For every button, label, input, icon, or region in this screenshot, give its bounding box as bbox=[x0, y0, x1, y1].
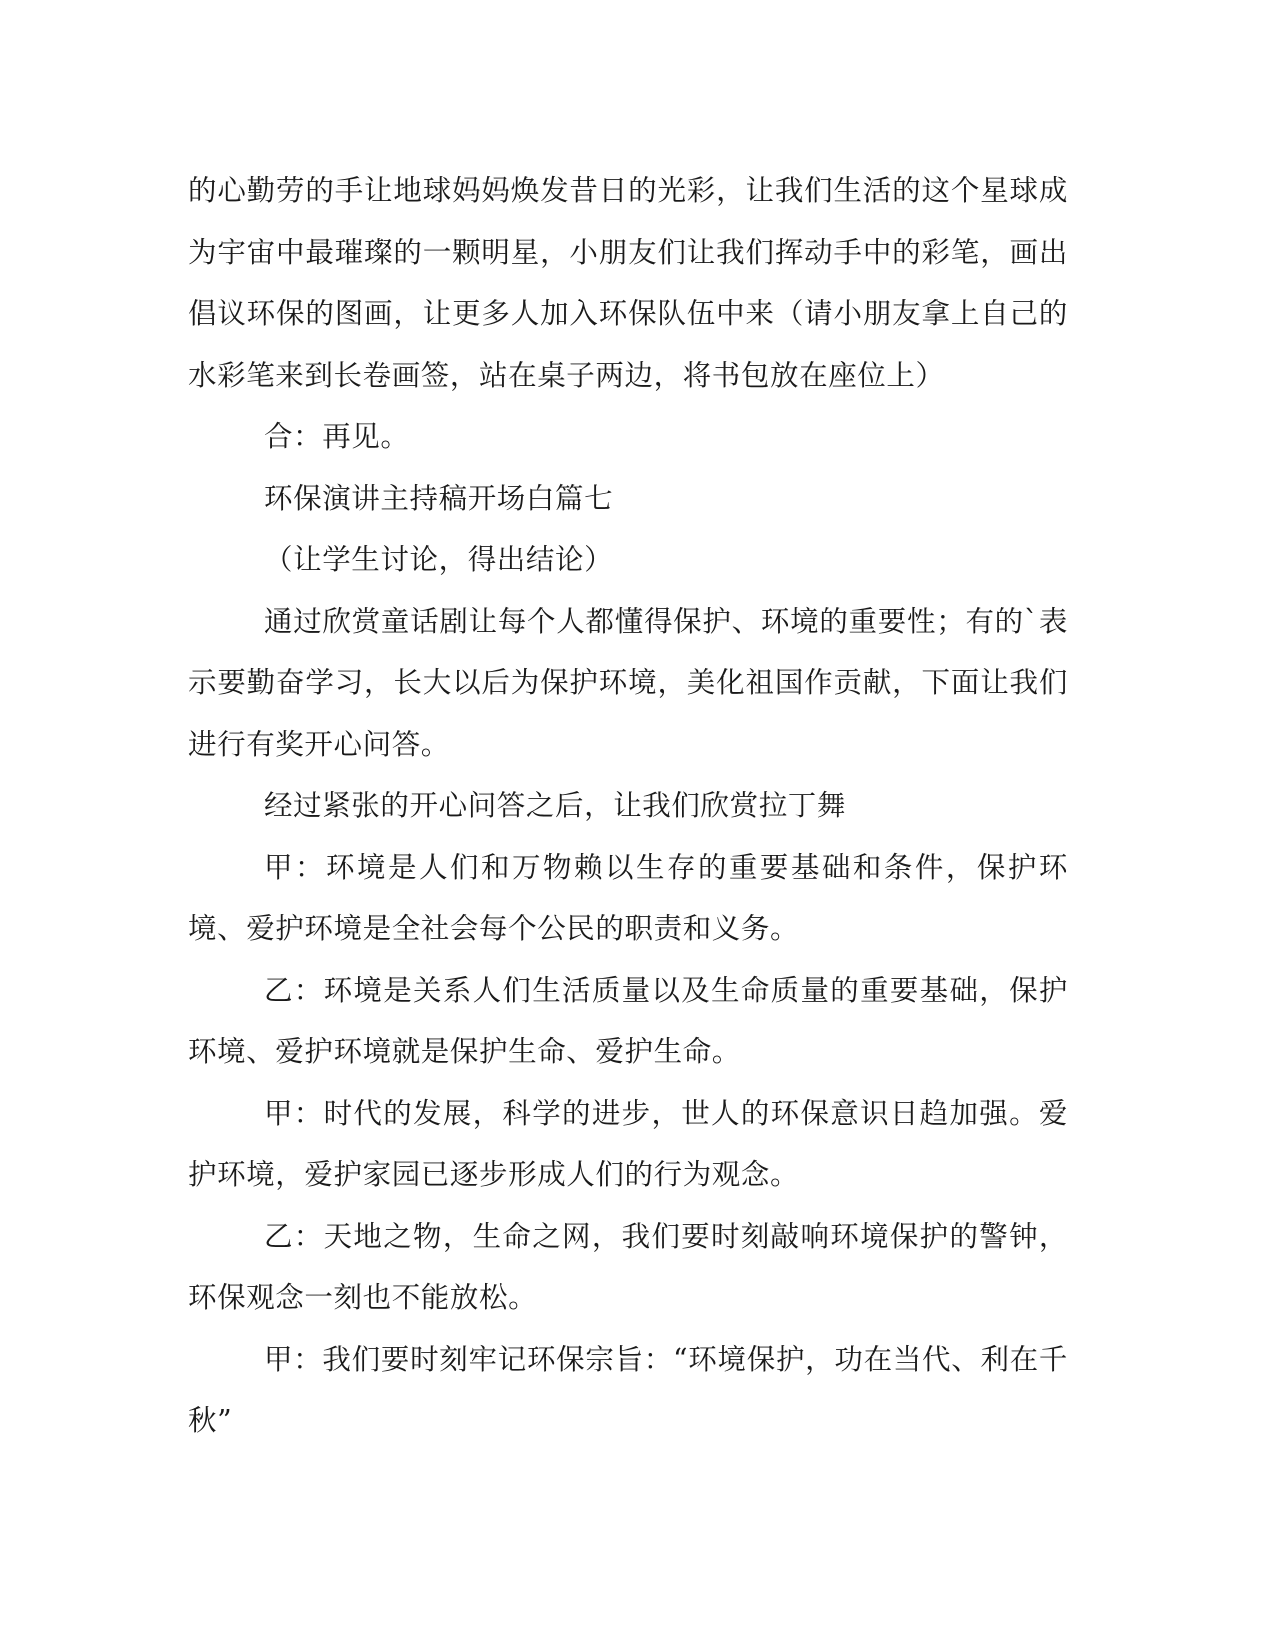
paragraph-speaker-b-2: 乙：天地之物，生命之网，我们要时刻敲响环境保护的警钟，环保观念一刻也不能放松。 bbox=[188, 1219, 1068, 1314]
paragraph-continued-text: 的心勤劳的手让地球妈妈焕发昔日的光彩，让我们生活的这个星球成为宇宙中最璀璨的一颗明星，小朋友们让我们挥动手中的彩笔，画出倡议环保的图画，让更多人加入环保队伍中来（请小朋友拿上自己的水彩笔来到长卷画签，站在桌子两边，将书包放在座位上） bbox=[188, 174, 1068, 392]
paragraph-latin-dance: 经过紧张的开心问答之后，让我们欣赏拉丁舞 bbox=[264, 789, 847, 822]
paragraph-speaker-a-3: 甲：我们要时刻牢记环保宗旨：“环境保护，功在当代、利在千秋” bbox=[188, 1342, 1068, 1437]
paragraph-stage-note: （让学生讨论，得出结论） bbox=[264, 543, 614, 576]
paragraph-fairy-tale: 通过欣赏童话剧让每个人都懂得保护、环境的重要性；有的`表示要勤奋学习，长大以后为保护环境，美化祖国作贡献，下面让我们进行有奖开心问答。 bbox=[188, 604, 1068, 761]
paragraph-speaker-a-2: 甲：时代的发展，科学的进步，世人的环保意识日趋加强。爱护环境，爱护家园已逐步形成人们的行为观念。 bbox=[188, 1096, 1068, 1191]
paragraph-speaker-a-1: 甲：环境是人们和万物赖以生存的重要基础和条件，保护环境、爱护环境是全社会每个公民的职责和义务。 bbox=[188, 850, 1068, 945]
paragraph-farewell: 合：再见。 bbox=[264, 420, 410, 453]
section-heading: 环保演讲主持稿开场白篇七 bbox=[264, 481, 614, 515]
paragraph-speaker-b-1: 乙：环境是关系人们生活质量以及生命质量的重要基础，保护环境、爱护环境就是保护生命、爱护生命。 bbox=[188, 973, 1068, 1068]
document-body bbox=[188, 160, 1068, 1452]
